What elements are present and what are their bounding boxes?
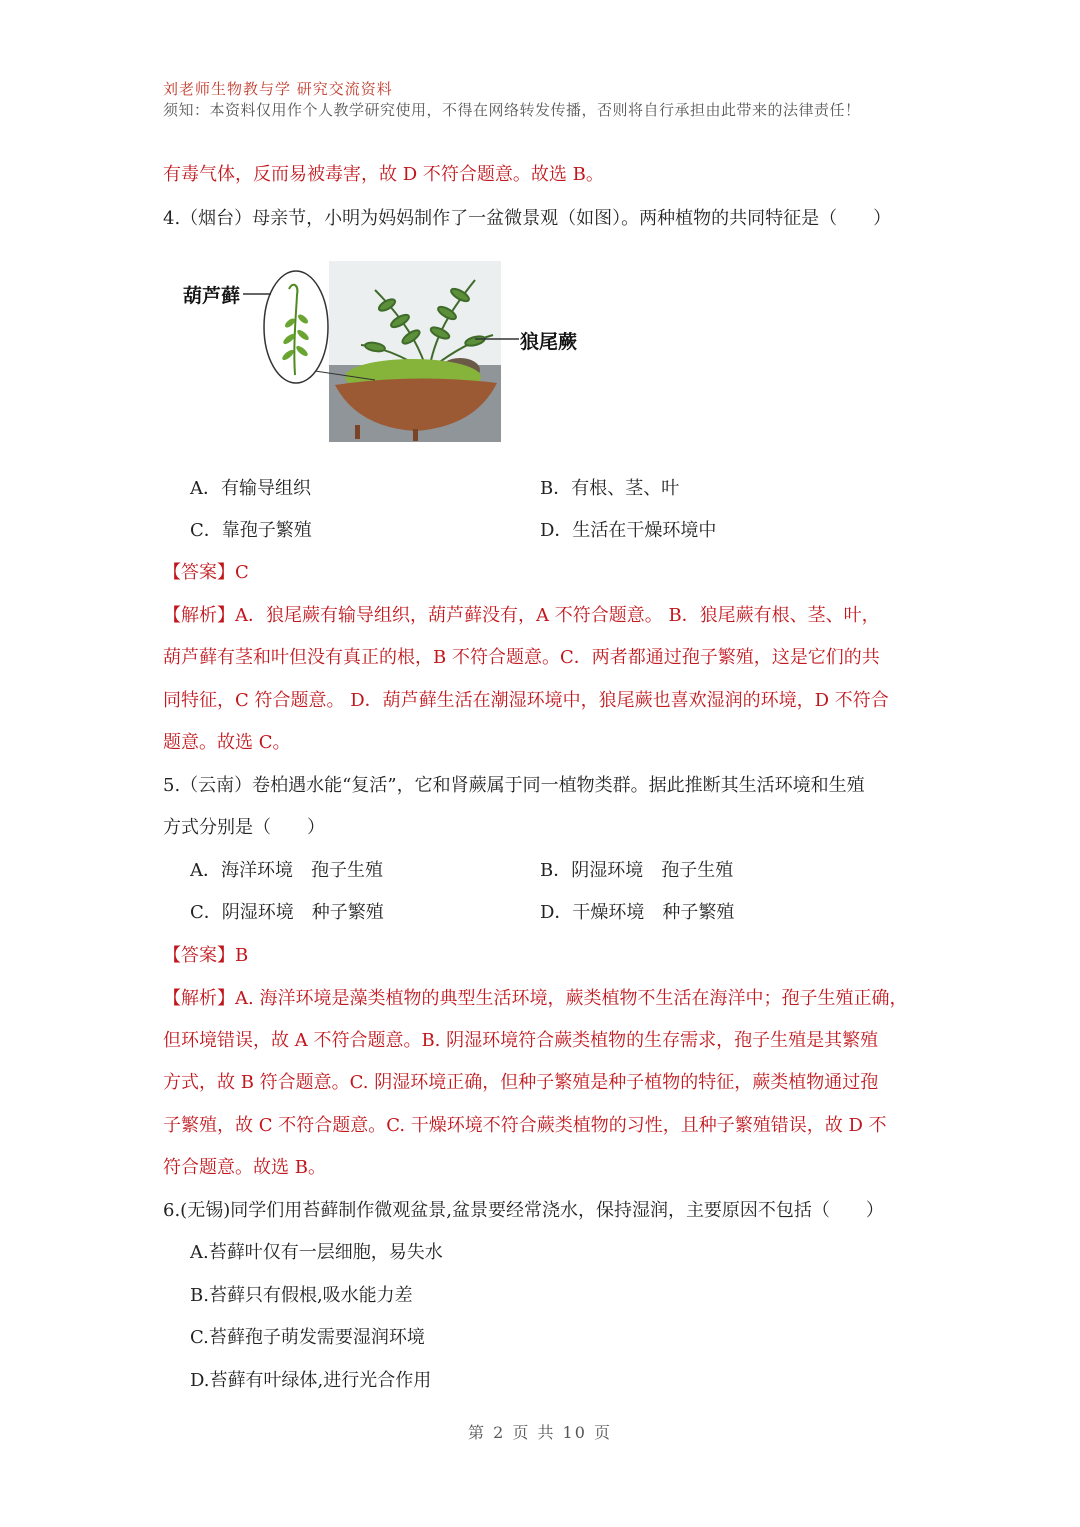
q6-option-c: C.苔藓孢子萌发需要湿润环境 xyxy=(190,1327,425,1348)
q5-analysis-line: 【解析】A. 海洋环境是藻类植物的典型生活环境，蕨类植物不生活在海洋中；孢子生殖正确， xyxy=(163,988,908,1009)
q5-analysis-line: 但环境错误，故 A 不符合题意。B. 阴湿环境符合蕨类植物的生存需求，孢子生殖是其繁殖 xyxy=(163,1030,879,1051)
label-moss: 葫芦藓 xyxy=(183,285,241,307)
q5-option-d: D．干燥环境 种子繁殖 xyxy=(540,902,735,923)
q5-stem-cont: 方式分别是（ ） xyxy=(163,817,325,838)
q5-analysis-line: 子繁殖，故 C 不符合题意。C. 干燥环境不符合蕨类植物的习性，且种子繁殖错误，故 D 不 xyxy=(163,1115,887,1136)
q5-answer: 【答案】B xyxy=(163,945,249,966)
q4-figure xyxy=(175,255,595,455)
q6-stem: 6.(无锡)同学们用苔藓制作微观盆景,盆景要经常浇水，保持湿润，主要原因不包括（ ） xyxy=(163,1200,884,1221)
page-number: 第 2 页 共 10 页 xyxy=(468,1423,612,1442)
q4-answer: 【答案】C xyxy=(163,562,249,583)
q4-option-c: C．靠孢子繁殖 xyxy=(190,520,312,541)
q5-analysis-line: 符合题意。故选 B。 xyxy=(163,1157,326,1178)
q4-analysis-line: 同特征，C 符合题意。 D．葫芦藓生活在潮湿环境中，狼尾蕨也喜欢湿润的环境，D 不符合 xyxy=(163,690,889,711)
q4-option-b: B．有根、茎、叶 xyxy=(540,478,680,499)
q5-stem: 5.（云南）卷柏遇水能“复活”，它和肾蕨属于同一植物类群。据此推断其生活环境和生殖 xyxy=(163,775,865,796)
q4-stem: 4.（烟台）母亲节，小明为妈妈制作了一盆微景观（如图）。两种植物的共同特征是（ ） xyxy=(163,208,892,229)
q5-option-b: B．阴湿环境 孢子生殖 xyxy=(540,860,734,881)
q4-option-d: D．生活在干燥环境中 xyxy=(540,520,717,541)
q4-analysis-line: 【解析】A．狼尾蕨有输导组织，葫芦藓没有，A 不符合题意。 B．狼尾蕨有根、茎、叶， xyxy=(163,605,880,626)
q4-analysis-line: 题意。故选 C。 xyxy=(163,732,291,753)
q4-option-a: A．有输导组织 xyxy=(190,478,311,499)
label-fern: 狼尾蕨 xyxy=(520,331,578,353)
q6-option-d: D.苔藓有叶绿体,进行光合作用 xyxy=(190,1370,432,1391)
q6-option-a: A.苔藓叶仅有一层细胞，易失水 xyxy=(190,1242,443,1263)
header-notice: 须知：本资料仅用作个人教学研究使用，不得在网络转发传播，否则将自行承担由此带来的法律责任！ xyxy=(163,101,861,119)
q3-analysis-tail: 有毒气体，反而易被毒害，故 D 不符合题意。故选 B。 xyxy=(163,164,604,185)
header-source: 刘老师生物教与学 研究交流资料 xyxy=(163,80,393,98)
q5-analysis-line: 方式，故 B 符合题意。C. 阴湿环境正确，但种子繁殖是种子植物的特征，蕨类植物通过孢 xyxy=(163,1072,879,1093)
q6-option-b: B.苔藓只有假根,吸水能力差 xyxy=(190,1285,413,1306)
q5-option-a: A．海洋环境 孢子生殖 xyxy=(190,860,383,881)
q4-analysis-line: 葫芦藓有茎和叶但没有真正的根，B 不符合题意。C．两者都通过孢子繁殖，这是它们的共 xyxy=(163,647,880,668)
q5-option-c: C．阴湿环境 种子繁殖 xyxy=(190,902,384,923)
